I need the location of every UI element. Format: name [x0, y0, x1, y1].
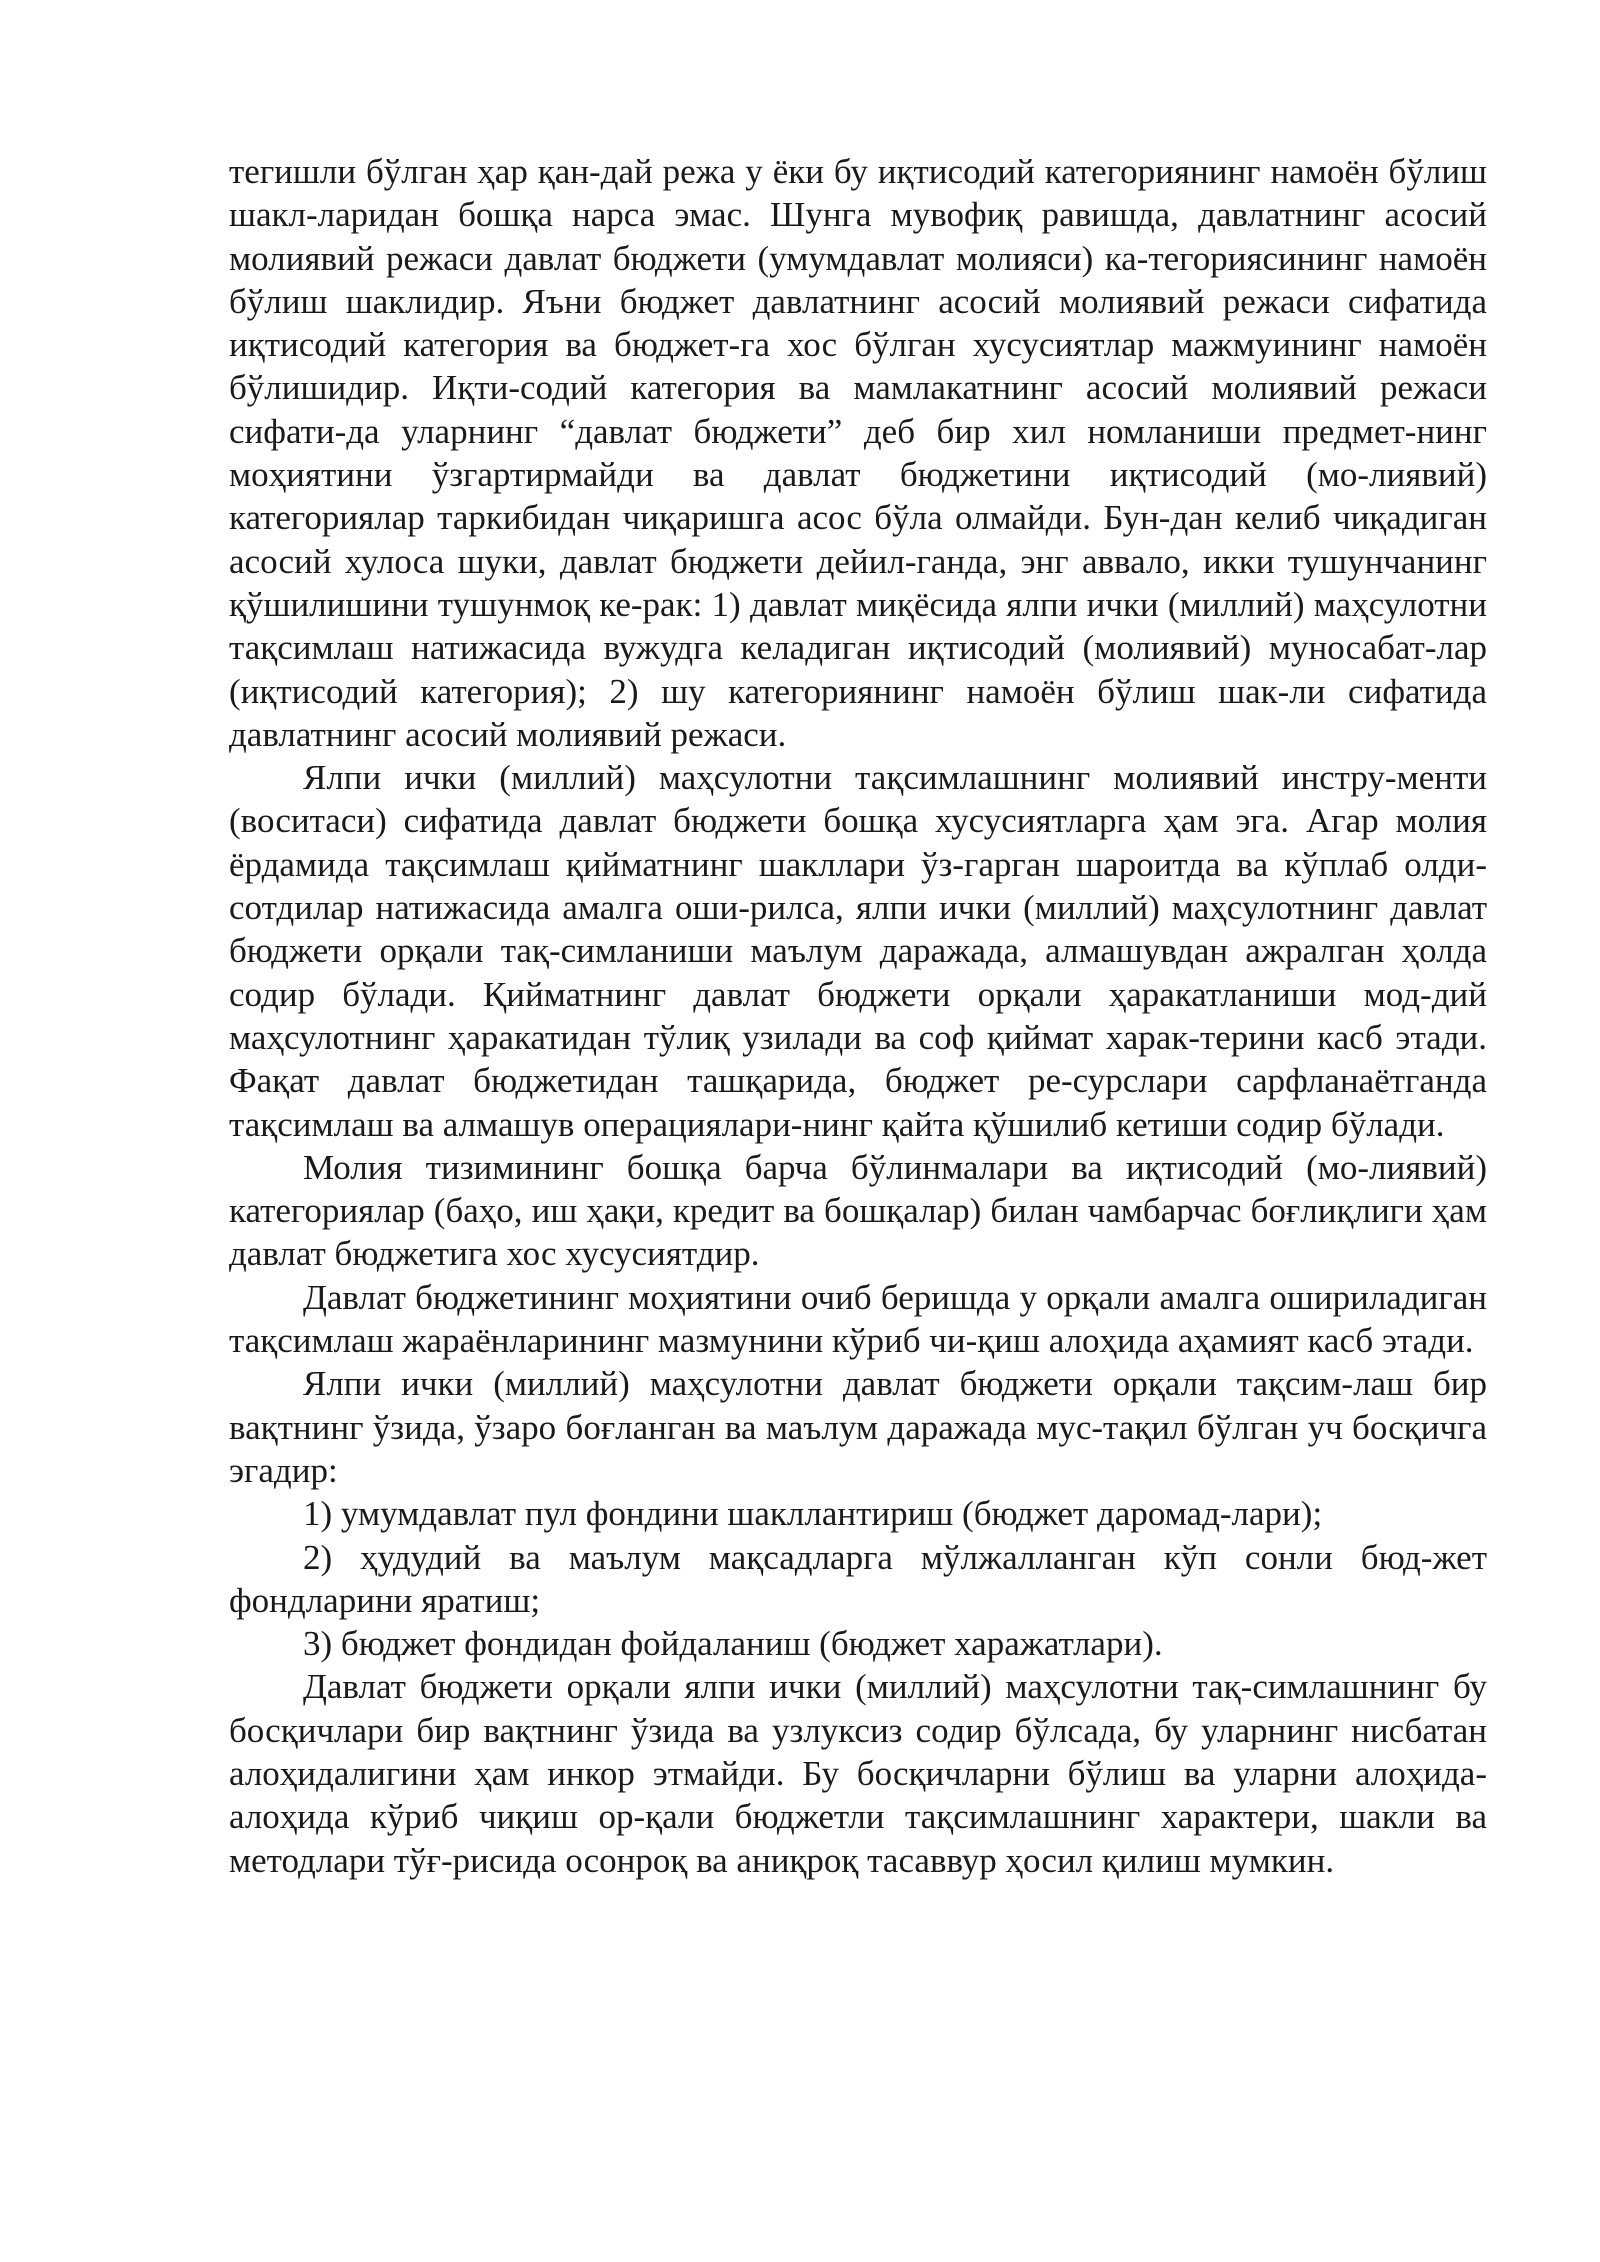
paragraph-1: тегишли бўлган ҳар қан-дай режа у ёки бу иқтисодий категориянинг намоён бўлиш шакл-ларидан бошқа нарса эмас. Шунга мувофиқ равишда, давлатнинг асосий молиявий режаси давлат бюджети (умумдавлат молияси) ка-тегориясининг намоён бўлиш шаклидир. Яъни бюджет давлатнинг асосий молиявий режаси сифатида иқтисодий категория ва бюджет-га хос бўлган хусусиятлар мажмуининг намоён бўлишидир. Иқти-содий категория ва мамлакатнинг асосий молиявий режаси сифати-да уларнинг “давлат бюджети” деб бир хил номланиши предмет-нинг моҳиятини ўзгартирмайди ва давлат бюджетини иқтисодий (мо-лиявий) категориялар таркибидан чиқаришга асос бўла олмайди. Бун-дан келиб чиқадиган асосий хулоса шуки, давлат бюджети дейил-ганда, энг аввало, икки тушунчанинг қўшилишини тушунмоқ ке-рак: 1) давлат миқёсида ялпи ички (миллий) маҳсулотни тақсимлаш натижасида вужудга келадиган иқтисодий (молиявий) муносабат-лар (иқтисодий категория); 2) шу категориянинг намоён бўлиш шак-ли сифатида давлатнинг асосий молиявий режаси.	[229, 152, 1487, 754]
paragraph-4: Давлат бюджетининг моҳиятини очиб беришда у орқали амалга ошириладиган тақсимлаш жараёнларининг мазмунини кўриб чи-қиш алоҳида аҳамият касб этади.	[229, 1277, 1487, 1361]
paragraph-3: Молия тизимининг бошқа барча бўлинмалари ва иқтисодий (мо-лиявий) категориялар (баҳо, иш ҳақи, кредит ва бошқалар) билан чамбарчас боғлиқлиги ҳам давлат бюджетига хос хусусиятдир.	[229, 1147, 1487, 1274]
list-item-1: 1) умумдавлат пул фондини шакллантириш (бюджет даромад-лари);	[303, 1494, 1323, 1534]
paragraph-6: Давлат бюджети орқали ялпи ички (миллий) маҳсулотни тақ-симлашнинг бу босқичлари бир вақтнинг ўзида ва узлуксиз содир бўлсада, бу уларнинг нисбатан алоҳидалигини ҳам инкор этмайди. Бу босқичларни бўлиш ва уларни алоҳида-алоҳида кўриб чиқиш ор-қали бюджетли тақсимлашнинг характери, шакли ва методлари тўғ-рисида осонроқ ва аниқроқ тасаввур ҳосил қилиш мумкин.	[229, 1667, 1487, 1880]
list-item-3: 3) бюджет фондидан фойдаланиш (бюджет харажатлари).	[303, 1624, 1163, 1664]
paragraph-2: Ялпи ички (миллий) маҳсулотни тақсимлашнинг молиявий инстру-менти (воситаси) сифатида давлат бюджети бошқа хусусиятларга ҳам эга. Агар молия ёрдамида тақсимлаш қийматнинг шакллари ўз-гарган шароитда ва кўплаб олди-сотдилар натижасида амалга оши-рилса, ялпи ички (миллий) маҳсулотнинг давлат бюджети орқали тақ-симланиши маълум даражада, алмашувдан ажралган ҳолда содир бўлади. Қийматнинг давлат бюджети орқали ҳаракатланиши мод-дий маҳсулотнинг ҳаракатидан тўлиқ узилади ва соф қиймат харак-терини касб этади. Фақат давлат бюджетидан ташқарида, бюджет ре-сурслари сарфланаётганда тақсимлаш ва алмашув операциялари-нинг қайта қўшилиб кетиши содир бўлади.	[229, 758, 1487, 1144]
list-item-2: 2) ҳудудий ва маълум мақсадларга мўлжалланган кўп сонли бюд-жет фондларини яратиш;	[229, 1537, 1487, 1620]
document-page	[229, 150, 1487, 1882]
paragraph-5: Ялпи ички (миллий) маҳсулотни давлат бюджети орқали тақсим-лаш бир вақтнинг ўзида, ўзаро боғланган ва маълум даражада мус-тақил бўлган уч босқичга эгадир:	[229, 1364, 1487, 1490]
